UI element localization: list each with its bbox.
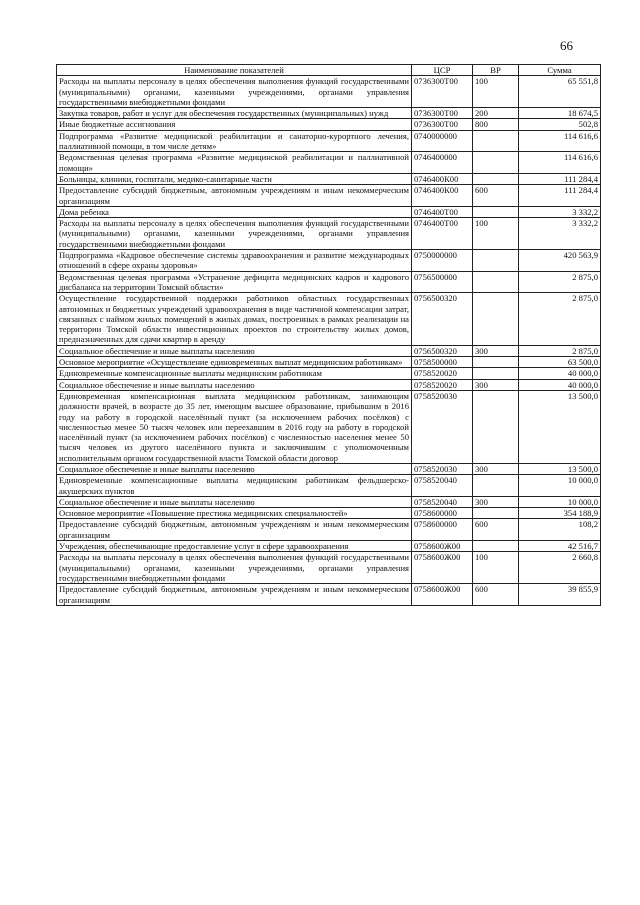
cell-sum: 111 284,4	[519, 173, 601, 184]
header-name: Наименование показателей	[57, 65, 412, 76]
cell-name: Иные бюджетные ассигнования	[57, 119, 412, 130]
cell-csr: 0758600Ж00	[412, 541, 473, 552]
cell-sum: 114 616,6	[519, 152, 601, 174]
table-header-row	[57, 65, 601, 76]
table-row	[57, 119, 601, 130]
cell-sum: 42 516,7	[519, 541, 601, 552]
cell-name: Социальное обеспечение и иные выплаты населению	[57, 463, 412, 474]
cell-csr: 0746400К00	[412, 173, 473, 184]
table-row	[57, 496, 601, 507]
cell-sum: 39 855,9	[519, 584, 601, 606]
cell-name: Расходы на выплаты персоналу в целях обеспечения выполнения функций государственными (муниципальными) органами, казенными учреждениями, органами управления государственными внебюджетными фондами	[57, 76, 412, 108]
table-row	[57, 173, 601, 184]
cell-sum: 354 188,9	[519, 508, 601, 519]
table-row	[57, 463, 601, 474]
cell-name: Единовременные компенсационные выплаты медицинским работникам фельдшерско-акушерских пунктов	[57, 475, 412, 497]
cell-sum: 111 284,4	[519, 185, 601, 207]
cell-name: Основное мероприятие «Повышение престижа медицинских специальностей»	[57, 508, 412, 519]
cell-vr: 300	[473, 496, 519, 507]
cell-name: Дома ребенка	[57, 206, 412, 217]
cell-csr: 0736300Т00	[412, 119, 473, 130]
cell-sum: 2 875,0	[519, 345, 601, 356]
cell-name: Осуществление государственной поддержки работников областных государственных автономных и бюджетных учреждений здравоохранения в виде частичной компенсации затрат, связанных с наймом жилых помещений в жилых домах, построенных в рамках реализации на территории Томской области инвестиционных проектов по строительству жилых домов, предназначенных для сдачи квартир в аренду	[57, 293, 412, 345]
cell-vr	[473, 206, 519, 217]
table-row	[57, 250, 601, 272]
cell-sum: 40 000,0	[519, 368, 601, 379]
cell-sum: 3 332,2	[519, 218, 601, 250]
cell-csr: 0758520030	[412, 390, 473, 463]
cell-sum: 63 500,0	[519, 357, 601, 368]
table-row	[57, 541, 601, 552]
cell-vr	[473, 130, 519, 152]
cell-csr: 0746400000	[412, 152, 473, 174]
cell-vr	[473, 173, 519, 184]
cell-csr: 0746400Т00	[412, 206, 473, 217]
cell-vr	[473, 250, 519, 272]
cell-csr: 0758520030	[412, 463, 473, 474]
table-row	[57, 130, 601, 152]
cell-sum: 10 000,0	[519, 475, 601, 497]
cell-vr: 800	[473, 119, 519, 130]
cell-vr: 600	[473, 519, 519, 541]
cell-name: Учреждения, обеспечивающие предоставление услуг в сфере здравоохранения	[57, 541, 412, 552]
page-number: 66	[560, 38, 573, 53]
cell-vr	[473, 390, 519, 463]
cell-csr: 0746400К00	[412, 185, 473, 207]
table-row	[57, 357, 601, 368]
cell-csr: 0740000000	[412, 130, 473, 152]
cell-name: Расходы на выплаты персоналу в целях обеспечения выполнения функций государственными (муниципальными) органами, казенными учреждениями, органами управления государственными внебюджетными фондами	[57, 218, 412, 250]
cell-csr: 0736300Т00	[412, 108, 473, 119]
cell-name: Основное мероприятие «Осуществление единовременных выплат медицинским работникам»	[57, 357, 412, 368]
cell-vr: 300	[473, 345, 519, 356]
table-row	[57, 519, 601, 541]
table-row	[57, 345, 601, 356]
cell-name: Предоставление субсидий бюджетным, автономным учреждениям и иным некоммерческим организациям	[57, 584, 412, 606]
cell-name: Единовременная компенсационная выплата медицинским работникам, занимающим должности врачей, в возрасте до 35 лет, имеющим высшее образование, прибывшим в 2016 году на работу в городской населённый пункт (за исключением рабочих посёлков) с численностью менее 50 тысяч человек или переехавшим в 2016 году на работу в городской населённый пункт (за исключением рабочих посёлков) с численностью населения менее 50 тысяч человек из другого населённого пункта и заключившим с уполномоченным исполнительным органом государственной власти Томской области договор	[57, 390, 412, 463]
cell-csr: 0758600000	[412, 519, 473, 541]
table-row	[57, 368, 601, 379]
cell-name: Социальное обеспечение и иные выплаты населению	[57, 345, 412, 356]
cell-vr	[473, 508, 519, 519]
cell-name: Предоставление субсидий бюджетным, автономным учреждениям и иным некоммерческим организациям	[57, 185, 412, 207]
cell-sum: 2 660,8	[519, 552, 601, 584]
cell-vr: 300	[473, 379, 519, 390]
cell-name: Социальное обеспечение и иные выплаты населению	[57, 379, 412, 390]
cell-name: Подпрограмма «Кадровое обеспечение системы здравоохранения и развитие международных отношений в сфере охраны здоровья»	[57, 250, 412, 272]
table-row	[57, 293, 601, 345]
table-row	[57, 475, 601, 497]
table-row	[57, 508, 601, 519]
cell-csr: 0758520020	[412, 368, 473, 379]
cell-csr: 0758500000	[412, 357, 473, 368]
cell-name: Больницы, клиники, госпитали, медико-санитарные части	[57, 173, 412, 184]
table-row	[57, 185, 601, 207]
cell-name: Ведомственная целевая программа «Развитие медицинской реабилитации и паллиативной помощи»	[57, 152, 412, 174]
cell-csr: 0736300Т00	[412, 76, 473, 108]
table-row	[57, 152, 601, 174]
cell-sum: 18 674,5	[519, 108, 601, 119]
cell-name: Социальное обеспечение и иные выплаты населению	[57, 496, 412, 507]
cell-vr	[473, 541, 519, 552]
cell-sum: 13 500,0	[519, 390, 601, 463]
cell-vr: 300	[473, 463, 519, 474]
cell-csr: 0758520040	[412, 475, 473, 497]
table-row	[57, 206, 601, 217]
header-csr: ЦСР	[412, 65, 473, 76]
table-row	[57, 552, 601, 584]
cell-name: Подпрограмма «Развитие медицинской реабилитации и санаторно-курортного лечения, паллиативной помощи, в том числе детям»	[57, 130, 412, 152]
cell-name: Расходы на выплаты персоналу в целях обеспечения выполнения функций государственными (муниципальными) органами, казенными учреждениями, органами управления государственными внебюджетными фондами	[57, 552, 412, 584]
cell-csr: 0758600Ж00	[412, 552, 473, 584]
table-row	[57, 584, 601, 606]
cell-sum: 10 000,0	[519, 496, 601, 507]
cell-vr	[473, 475, 519, 497]
cell-sum: 502,8	[519, 119, 601, 130]
cell-csr: 0746400Т00	[412, 218, 473, 250]
header-vr: ВР	[473, 65, 519, 76]
cell-vr	[473, 271, 519, 293]
table-row	[57, 379, 601, 390]
cell-sum: 420 563,9	[519, 250, 601, 272]
cell-vr	[473, 152, 519, 174]
cell-vr: 100	[473, 218, 519, 250]
cell-csr: 0758520020	[412, 379, 473, 390]
cell-name: Закупка товаров, работ и услуг для обеспечения государственных (муниципальных) нужд	[57, 108, 412, 119]
table-row	[57, 76, 601, 108]
cell-vr: 200	[473, 108, 519, 119]
cell-name: Ведомственная целевая программа «Устранение дефицита медицинских кадров и кадрового дисбаланса на территории Томской области»	[57, 271, 412, 293]
cell-vr	[473, 293, 519, 345]
cell-csr: 0758520040	[412, 496, 473, 507]
cell-vr: 600	[473, 584, 519, 606]
cell-sum: 13 500,0	[519, 463, 601, 474]
cell-csr: 0758600000	[412, 508, 473, 519]
cell-sum: 114 616,6	[519, 130, 601, 152]
cell-csr: 0750000000	[412, 250, 473, 272]
cell-vr	[473, 357, 519, 368]
cell-csr: 0758600Ж00	[412, 584, 473, 606]
cell-vr: 100	[473, 76, 519, 108]
cell-sum: 40 000,0	[519, 379, 601, 390]
cell-name: Единовременные компенсационные выплаты медицинским работникам	[57, 368, 412, 379]
cell-sum: 2 875,0	[519, 293, 601, 345]
header-sum: Сумма	[519, 65, 601, 76]
cell-name: Предоставление субсидий бюджетным, автономным учреждениям и иным некоммерческим организациям	[57, 519, 412, 541]
table-row	[57, 271, 601, 293]
cell-vr: 600	[473, 185, 519, 207]
cell-sum: 2 875,0	[519, 271, 601, 293]
table-row	[57, 108, 601, 119]
cell-csr: 0756500000	[412, 271, 473, 293]
cell-sum: 108,2	[519, 519, 601, 541]
cell-vr	[473, 368, 519, 379]
table-row	[57, 218, 601, 250]
cell-sum: 3 332,2	[519, 206, 601, 217]
cell-sum: 65 551,8	[519, 76, 601, 108]
budget-table	[56, 64, 601, 606]
cell-csr: 0756500320	[412, 293, 473, 345]
table-row	[57, 390, 601, 463]
cell-csr: 0756500320	[412, 345, 473, 356]
cell-vr: 100	[473, 552, 519, 584]
